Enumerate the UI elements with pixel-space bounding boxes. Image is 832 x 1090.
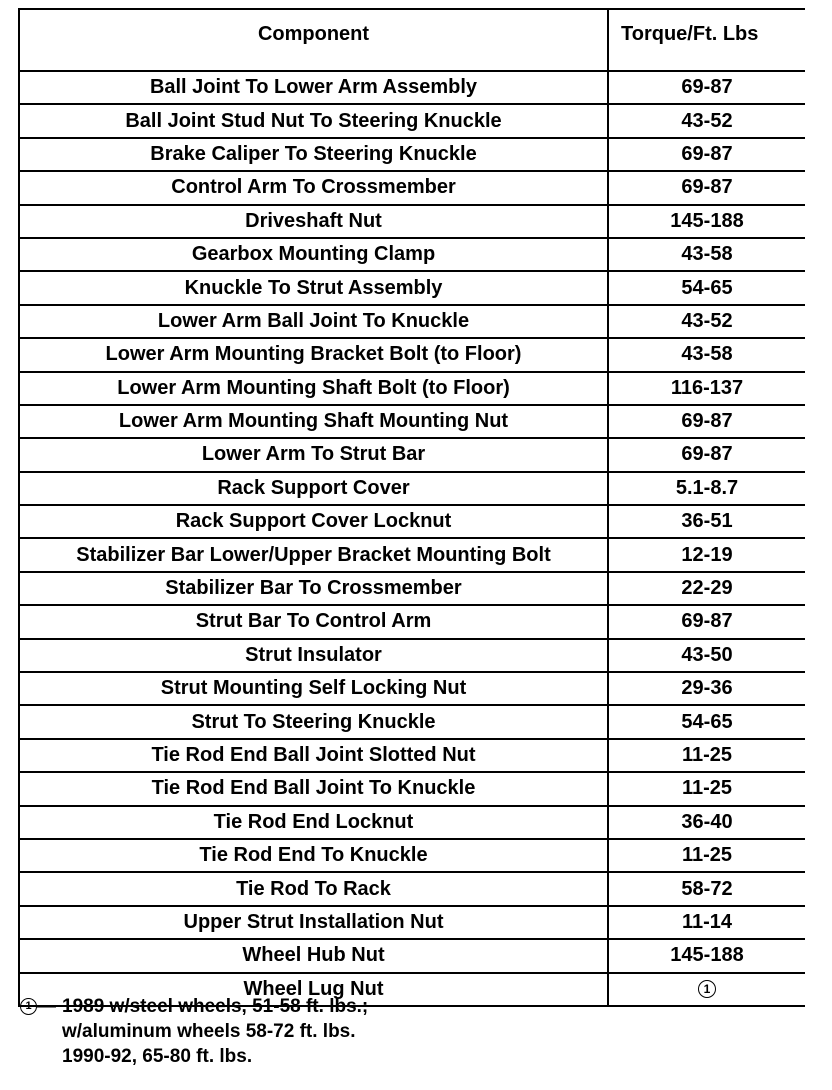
torque-cell: 43-50 — [608, 639, 805, 672]
torque-cell: 145-188 — [608, 939, 805, 972]
torque-table-container — [18, 8, 804, 1007]
torque-cell: 145-188 — [608, 205, 805, 238]
table-row — [19, 438, 805, 471]
torque-cell: 69-87 — [608, 438, 805, 471]
component-cell: Lower Arm Mounting Bracket Bolt (to Floor) — [19, 338, 608, 371]
component-cell: Strut To Steering Knuckle — [19, 705, 608, 738]
component-cell: Tie Rod End Ball Joint To Knuckle — [19, 772, 608, 805]
table-row — [19, 505, 805, 538]
table-row — [19, 472, 805, 505]
torque-cell: 5.1-8.7 — [608, 472, 805, 505]
torque-cell: 36-51 — [608, 505, 805, 538]
table-row — [19, 305, 805, 338]
footnote-line — [20, 994, 368, 1019]
table-row — [19, 705, 805, 738]
table-row — [19, 839, 805, 872]
component-cell: Gearbox Mounting Clamp — [19, 238, 608, 271]
torque-cell: 11-14 — [608, 906, 805, 939]
table-row — [19, 772, 805, 805]
component-cell: Ball Joint Stud Nut To Steering Knuckle — [19, 104, 608, 137]
component-cell: Brake Caliper To Steering Knuckle — [19, 138, 608, 171]
torque-cell: 12-19 — [608, 538, 805, 571]
component-cell: Lower Arm Ball Joint To Knuckle — [19, 305, 608, 338]
component-cell: Stabilizer Bar Lower/Upper Bracket Mounting Bolt — [19, 538, 608, 571]
table-row — [19, 138, 805, 171]
footnote — [20, 994, 368, 1069]
table-row — [19, 605, 805, 638]
component-cell: Rack Support Cover Locknut — [19, 505, 608, 538]
torque-cell: 43-52 — [608, 104, 805, 137]
component-cell: Tie Rod To Rack — [19, 872, 608, 905]
table-row — [19, 639, 805, 672]
table-row — [19, 271, 805, 304]
torque-cell: 69-87 — [608, 405, 805, 438]
torque-cell: 69-87 — [608, 171, 805, 204]
header-component: Component — [19, 9, 608, 71]
torque-cell: 54-65 — [608, 271, 805, 304]
component-cell: Driveshaft Nut — [19, 205, 608, 238]
torque-cell: 69-87 — [608, 138, 805, 171]
circled-one-icon: 1 — [20, 998, 37, 1015]
torque-cell — [608, 973, 805, 1006]
table-body — [19, 71, 805, 1006]
torque-cell: 36-40 — [608, 806, 805, 839]
component-cell: Upper Strut Installation Nut — [19, 906, 608, 939]
component-cell: Wheel Hub Nut — [19, 939, 608, 972]
component-cell: Ball Joint To Lower Arm Assembly — [19, 71, 608, 104]
torque-cell: 69-87 — [608, 71, 805, 104]
component-cell: Lower Arm To Strut Bar — [19, 438, 608, 471]
header-torque: Torque/Ft. Lbs — [608, 9, 805, 71]
component-cell: Strut Mounting Self Locking Nut — [19, 672, 608, 705]
torque-table — [18, 8, 805, 1007]
torque-cell: 29-36 — [608, 672, 805, 705]
table-row — [19, 71, 805, 104]
component-cell: Wheel Lug Nut — [19, 973, 608, 1006]
footnote-line — [20, 1044, 368, 1069]
torque-cell: 58-72 — [608, 872, 805, 905]
torque-cell: 43-58 — [608, 238, 805, 271]
table-row — [19, 372, 805, 405]
component-cell: Tie Rod End Ball Joint Slotted Nut — [19, 739, 608, 772]
torque-cell: 11-25 — [608, 772, 805, 805]
table-header-row — [19, 9, 805, 71]
torque-cell: 43-58 — [608, 338, 805, 371]
component-cell: Strut Insulator — [19, 639, 608, 672]
component-cell: Stabilizer Bar To Crossmember — [19, 572, 608, 605]
component-cell: Rack Support Cover — [19, 472, 608, 505]
table-row — [19, 238, 805, 271]
footnote-line — [20, 1019, 368, 1044]
footnote-marker — [20, 994, 62, 1019]
table-row — [19, 205, 805, 238]
table-row — [19, 572, 805, 605]
table-row — [19, 739, 805, 772]
table-row — [19, 104, 805, 137]
torque-cell: 69-87 — [608, 605, 805, 638]
footnote-text: 1990-92, 65-80 ft. lbs. — [62, 1046, 253, 1067]
footnote-dash: — — [37, 996, 56, 1017]
component-cell: Knuckle To Strut Assembly — [19, 271, 608, 304]
table-row — [19, 906, 805, 939]
circled-one-icon: 1 — [698, 980, 716, 998]
table-row — [19, 939, 805, 972]
torque-cell: 11-25 — [608, 839, 805, 872]
footnote-text: 1989 w/steel wheels, 51-58 ft. lbs.; — [62, 996, 369, 1017]
table-row — [19, 538, 805, 571]
footnote-text: w/aluminum wheels 58-72 ft. lbs. — [62, 1021, 356, 1042]
component-cell: Strut Bar To Control Arm — [19, 605, 608, 638]
table-row — [19, 338, 805, 371]
torque-cell: 116-137 — [608, 372, 805, 405]
torque-cell: 43-52 — [608, 305, 805, 338]
torque-cell: 22-29 — [608, 572, 805, 605]
component-cell: Control Arm To Crossmember — [19, 171, 608, 204]
torque-cell: 11-25 — [608, 739, 805, 772]
table-row — [19, 672, 805, 705]
table-row — [19, 171, 805, 204]
table-row — [19, 806, 805, 839]
torque-cell: 54-65 — [608, 705, 805, 738]
table-row — [19, 405, 805, 438]
component-cell: Lower Arm Mounting Shaft Bolt (to Floor) — [19, 372, 608, 405]
component-cell: Lower Arm Mounting Shaft Mounting Nut — [19, 405, 608, 438]
component-cell: Tie Rod End Locknut — [19, 806, 608, 839]
component-cell: Tie Rod End To Knuckle — [19, 839, 608, 872]
table-row — [19, 872, 805, 905]
